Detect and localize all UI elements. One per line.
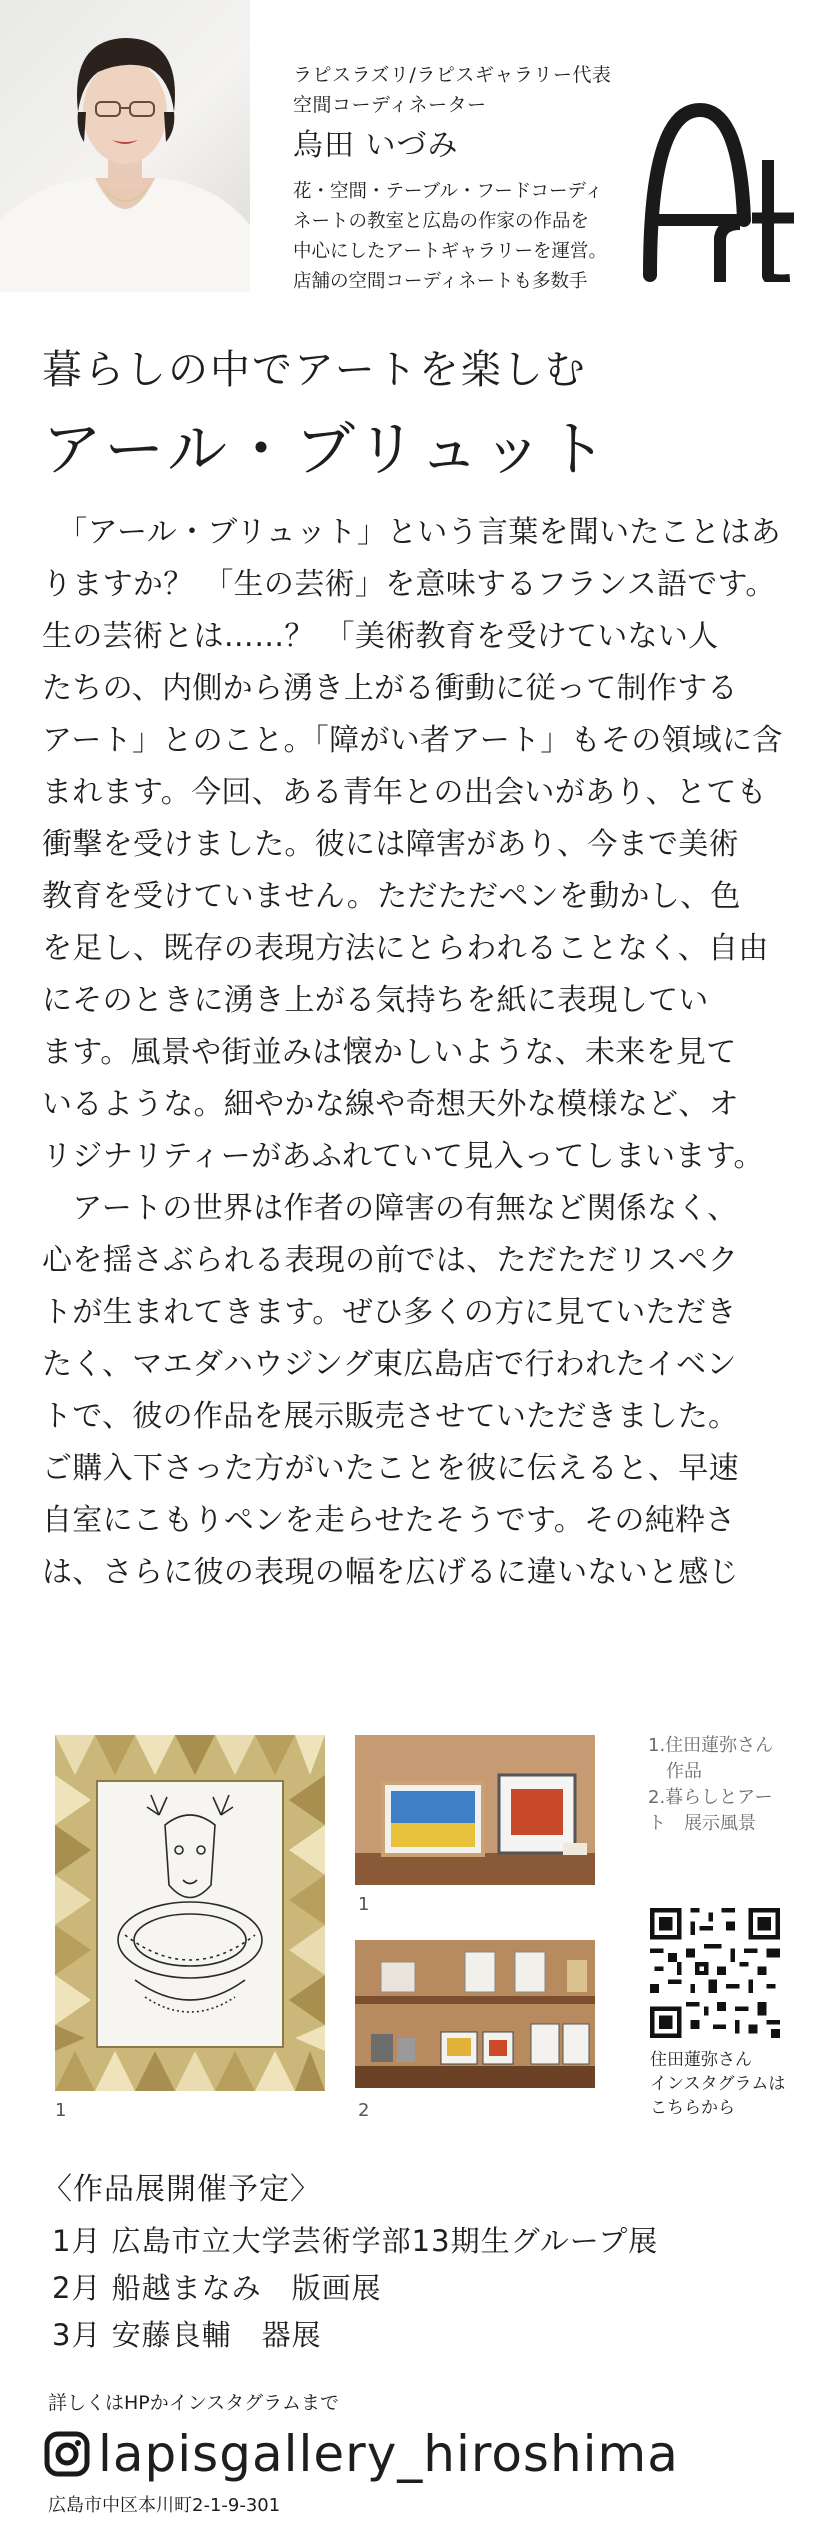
artwork-photo — [55, 1735, 325, 2091]
body-line: 教育を受けていません。ただただペンを動かし、色 — [42, 879, 741, 914]
schedule-list — [52, 2218, 658, 2359]
article-body — [42, 507, 802, 1599]
more-info-text: 詳しくはHPかインスタグラムまで — [48, 2392, 339, 2414]
body-line: まれます。今回、ある青年との出会いがあり、とても — [42, 775, 767, 810]
photo-captions — [648, 1733, 773, 1837]
bio-line: 花・空間・テーブル・フードコーディ — [293, 181, 604, 202]
body-line: ご購入下さった方がいたことを彼に伝えると、早速 — [42, 1451, 739, 1486]
body-line: は、さらに彼の表現の幅を広げるに違いないと感じ — [42, 1555, 739, 1590]
body-line: たちの、内側から湧き上がる衝動に従って制作する — [42, 671, 738, 706]
caption-line: 2.暮らしとアー — [648, 1787, 773, 1808]
schedule-heading: 〈作品展開催予定〉 — [42, 2172, 321, 2207]
caption-line: 1.住田蓮弥さん — [648, 1735, 774, 1756]
gallery-address: 広島市中区本川町2-1-9-301 — [48, 2495, 281, 2516]
author-portrait — [0, 0, 250, 292]
instagram-link[interactable] — [44, 2422, 679, 2486]
qr-caption — [650, 2048, 785, 2120]
photo-number-1: 1 — [55, 2100, 67, 2121]
body-line: 心を揺さぶられる表現の前では、ただただリスペク — [42, 1243, 739, 1278]
body-line: アートの世界は作者の障害の有無など関係なく、 — [42, 1191, 738, 1226]
art-logo-letter-a — [650, 110, 744, 275]
author-title-line2: 空間コーディネーター — [293, 94, 487, 116]
article-title: アール・ブリュット — [42, 415, 611, 485]
author-title — [293, 60, 611, 120]
body-line: リジナリティーがあふれていて見入ってしまいます。 — [42, 1139, 764, 1174]
qr-caption-line: こちらから — [650, 2098, 735, 2118]
body-line: アート」とのこと。「障がい者アート」もその領域に含 — [42, 723, 783, 758]
author-name: 烏田 いづみ — [293, 128, 459, 163]
photo-number-2: 2 — [358, 2100, 370, 2121]
caption-line: ト 展示風景 — [648, 1813, 756, 1834]
exhibition-photo-shelf — [355, 1735, 595, 1885]
schedule-item: 3月 安藤良輔 器展 — [52, 2318, 322, 2352]
body-line: いるような。細やかな線や奇想天外な模様など、オ — [42, 1087, 739, 1122]
author-title-line1: ラピスラズリ/ラピスギャラリー代表 — [293, 64, 612, 86]
qr-code[interactable] — [650, 1908, 780, 2038]
body-line: 「アール・ブリュット」という言葉を聞いたことはあ — [42, 515, 781, 550]
bio-line: 中心にしたアートギャラリーを運営。 — [293, 241, 607, 262]
body-line: を足し、既存の表現方法にとらわれることなく、自由 — [42, 931, 769, 966]
instagram-handle[interactable]: lapisgallery_hiroshima — [98, 2425, 679, 2483]
body-line: りますか？ 「生の芸術」を意味するフランス語です。 — [42, 567, 776, 602]
schedule-item: 2月 船越まなみ 版画展 — [52, 2271, 382, 2305]
photo-number-1-shelf: 1 — [358, 1894, 370, 1915]
exhibition-photo-display — [355, 1940, 595, 2088]
body-line: トで、彼の作品を展示販売させていただきました。 — [42, 1399, 739, 1434]
caption-line: 作品 — [648, 1761, 702, 1782]
qr-caption-line: 住田蓮弥さん — [650, 2050, 752, 2070]
body-line: ます。風景や街並みは懐かしいような、未来を見て — [42, 1035, 737, 1070]
qr-caption-line: インスタグラムは — [650, 2074, 786, 2094]
bio-line: ネートの教室と広島の作家の作品を — [293, 211, 590, 232]
art-logo — [640, 100, 800, 282]
body-line: 衝撃を受けました。彼には障害があり、今まで美術 — [42, 827, 739, 862]
bio-line: 店舗の空間コーディネートも多数手 — [293, 271, 588, 292]
body-line: トが生まれてきます。ぜひ多くの方に見ていただき — [42, 1295, 737, 1330]
body-line: 生の芸術とは……？ 「美術教育を受けていない人 — [42, 619, 719, 654]
instagram-icon — [44, 2431, 90, 2477]
body-line: にそのときに湧き上がる気持ちを紙に表現してい — [42, 983, 709, 1018]
body-line: 自室にこもりペンを走らせたそうです。その純粋さ — [42, 1503, 736, 1538]
art-logo-letter-r — [720, 224, 740, 282]
article-subtitle: 暮らしの中でアートを楽しむ — [42, 347, 587, 393]
schedule-item: 1月 広島市立大学芸術学部13期生グループ展 — [52, 2224, 659, 2258]
author-bio — [293, 177, 643, 297]
body-line: たく、マエダハウジング東広島店で行われたイベン — [42, 1347, 737, 1382]
